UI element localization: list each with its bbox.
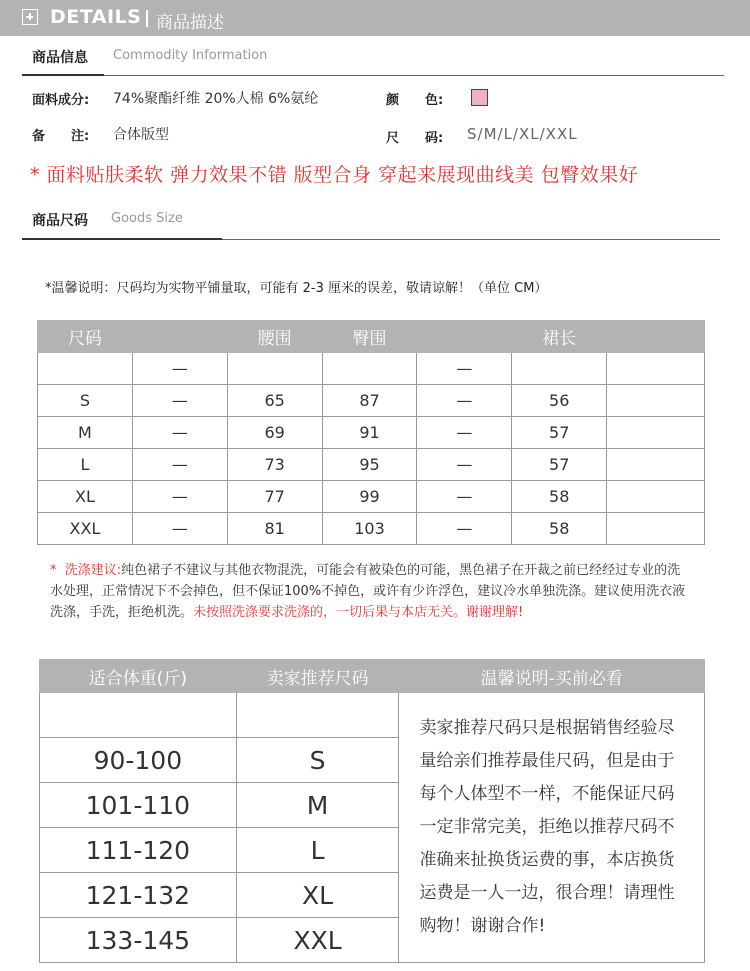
section-rule-accent bbox=[22, 74, 104, 76]
wash-text: 纯色裙子不建议与其他衣物混洗，可能会有被染色的可能，黑色裙子在开裁之前已经经过专业的洗水处理，正常情况下不会掉色，但不保证100%不掉色，或许有少许浮色，建议冷水单独洗涤。建议使用洗衣液洗涤，手洗，拒绝机洗。 bbox=[50, 563, 686, 620]
table-cell bbox=[322, 353, 417, 385]
table-cell bbox=[607, 385, 705, 417]
wash-star: * bbox=[50, 563, 57, 578]
table-cell: — bbox=[132, 449, 227, 481]
table-row bbox=[38, 353, 705, 385]
table-cell: — bbox=[417, 513, 512, 545]
table-cell bbox=[512, 353, 607, 385]
size-cell: S bbox=[236, 738, 399, 783]
header-cell: 臀围 bbox=[322, 321, 417, 353]
table-cell: 77 bbox=[227, 481, 322, 513]
size-cell: XL bbox=[236, 873, 399, 918]
table-cell: M bbox=[38, 417, 133, 449]
table-cell: — bbox=[132, 481, 227, 513]
table-cell bbox=[607, 417, 705, 449]
table-row bbox=[38, 449, 705, 481]
size-table-header bbox=[38, 321, 705, 353]
header-cell: 适合体重(斤) bbox=[40, 660, 237, 693]
table-row bbox=[38, 417, 705, 449]
size-rule bbox=[222, 239, 720, 240]
table-cell: — bbox=[417, 353, 512, 385]
weight-cell: 111-120 bbox=[40, 828, 237, 873]
size-section-subtitle: Goods Size bbox=[111, 211, 183, 226]
table-cell bbox=[607, 481, 705, 513]
table-cell: 58 bbox=[512, 513, 607, 545]
table-cell: XXL bbox=[38, 513, 133, 545]
header-cell bbox=[417, 321, 512, 353]
table-cell bbox=[607, 353, 705, 385]
remark-label: 备 注: bbox=[32, 129, 90, 144]
table-row bbox=[38, 385, 705, 417]
size-note: *温馨说明：尺码均为实物平铺量取，可能有 2-3 厘米的误差，敬请谅解！（单位 CM） bbox=[45, 281, 548, 296]
header-divider bbox=[146, 10, 148, 27]
table-cell: 57 bbox=[512, 449, 607, 481]
table-cell: XL bbox=[38, 481, 133, 513]
table-cell: — bbox=[132, 417, 227, 449]
size-section-title: 商品尺码 bbox=[32, 213, 88, 229]
header-title-en: DETAILS bbox=[50, 6, 142, 28]
table-cell: — bbox=[132, 513, 227, 545]
weight-cell: 101-110 bbox=[40, 783, 237, 828]
header-title-cn: 商品描述 bbox=[156, 13, 224, 33]
table-cell: 87 bbox=[322, 385, 417, 417]
table-cell: 58 bbox=[512, 481, 607, 513]
table-cell: — bbox=[417, 449, 512, 481]
size-cell: L bbox=[236, 828, 399, 873]
wash-instructions bbox=[50, 560, 690, 623]
plus-icon bbox=[22, 9, 38, 25]
table-cell: — bbox=[417, 385, 512, 417]
table-cell: — bbox=[132, 385, 227, 417]
header-cell: 温馨说明-买前必看 bbox=[399, 660, 705, 693]
size-cell: XXL bbox=[236, 918, 399, 963]
table-cell: 65 bbox=[227, 385, 322, 417]
size-rule-accent bbox=[22, 238, 222, 240]
wash-label: 洗涤建议: bbox=[64, 563, 122, 578]
table-cell: 81 bbox=[227, 513, 322, 545]
table-row bbox=[38, 481, 705, 513]
header-cell: 卖家推荐尺码 bbox=[236, 660, 399, 693]
size-cell: M bbox=[236, 783, 399, 828]
wash-warning: 未按照洗涤要求洗涤的，一切后果与本店无关。谢谢理解! bbox=[193, 605, 524, 620]
header-cell: 腰围 bbox=[227, 321, 322, 353]
weight-cell: 121-132 bbox=[40, 873, 237, 918]
weight-cell: 90-100 bbox=[40, 738, 237, 783]
size-value: S/M/L/XL/XXL bbox=[467, 125, 578, 143]
table-cell: 56 bbox=[512, 385, 607, 417]
header-cell bbox=[132, 321, 227, 353]
table-cell: 99 bbox=[322, 481, 417, 513]
fabric-value: 74%聚酯纤维 20%人棉 6%氨纶 bbox=[113, 91, 319, 107]
product-info-subtitle: Commodity Information bbox=[113, 48, 268, 63]
table-cell bbox=[38, 353, 133, 385]
table-row bbox=[38, 513, 705, 545]
table-cell: 95 bbox=[322, 449, 417, 481]
fabric-highlight: * 面料贴肤柔软 弹力效果不错 版型合身 穿起来展现曲线美 包臀效果好 bbox=[30, 164, 639, 186]
recommend-table bbox=[39, 659, 705, 963]
table-cell bbox=[227, 353, 322, 385]
header-cell: 裙长 bbox=[512, 321, 607, 353]
size-table bbox=[37, 320, 705, 545]
table-cell: — bbox=[132, 353, 227, 385]
table-cell bbox=[607, 449, 705, 481]
table-row bbox=[40, 693, 705, 738]
section-rule bbox=[104, 75, 724, 76]
table-cell bbox=[607, 513, 705, 545]
table-cell: — bbox=[417, 481, 512, 513]
table-cell: 57 bbox=[512, 417, 607, 449]
remark-value: 合体版型 bbox=[113, 127, 169, 143]
table-cell: 69 bbox=[227, 417, 322, 449]
purchase-note: 卖家推荐尺码只是根据销售经验尽量给亲们推荐最佳尺码，但是由于每个人体型不一样，不能保证尺码一定非常完美，拒绝以推荐尺码不准确来扯换货运费的事，本店换货运费是一人一边，很合理！请理性购物！谢谢合作! bbox=[399, 693, 705, 963]
header-cell: 尺码 bbox=[38, 321, 133, 353]
color-swatch bbox=[471, 89, 488, 106]
details-header bbox=[0, 0, 750, 36]
size-cell bbox=[236, 693, 399, 738]
product-info-title: 商品信息 bbox=[32, 50, 88, 66]
table-cell: 103 bbox=[322, 513, 417, 545]
table-cell: S bbox=[38, 385, 133, 417]
size-label: 尺 码: bbox=[386, 131, 444, 146]
table-cell: — bbox=[417, 417, 512, 449]
table-cell: L bbox=[38, 449, 133, 481]
weight-cell: 133-145 bbox=[40, 918, 237, 963]
weight-cell bbox=[40, 693, 237, 738]
table-cell: 73 bbox=[227, 449, 322, 481]
recommend-table-header bbox=[40, 660, 705, 693]
fabric-label: 面料成分: bbox=[32, 93, 90, 108]
header-cell bbox=[607, 321, 705, 353]
table-cell: 91 bbox=[322, 417, 417, 449]
color-label: 颜 色: bbox=[386, 93, 444, 108]
